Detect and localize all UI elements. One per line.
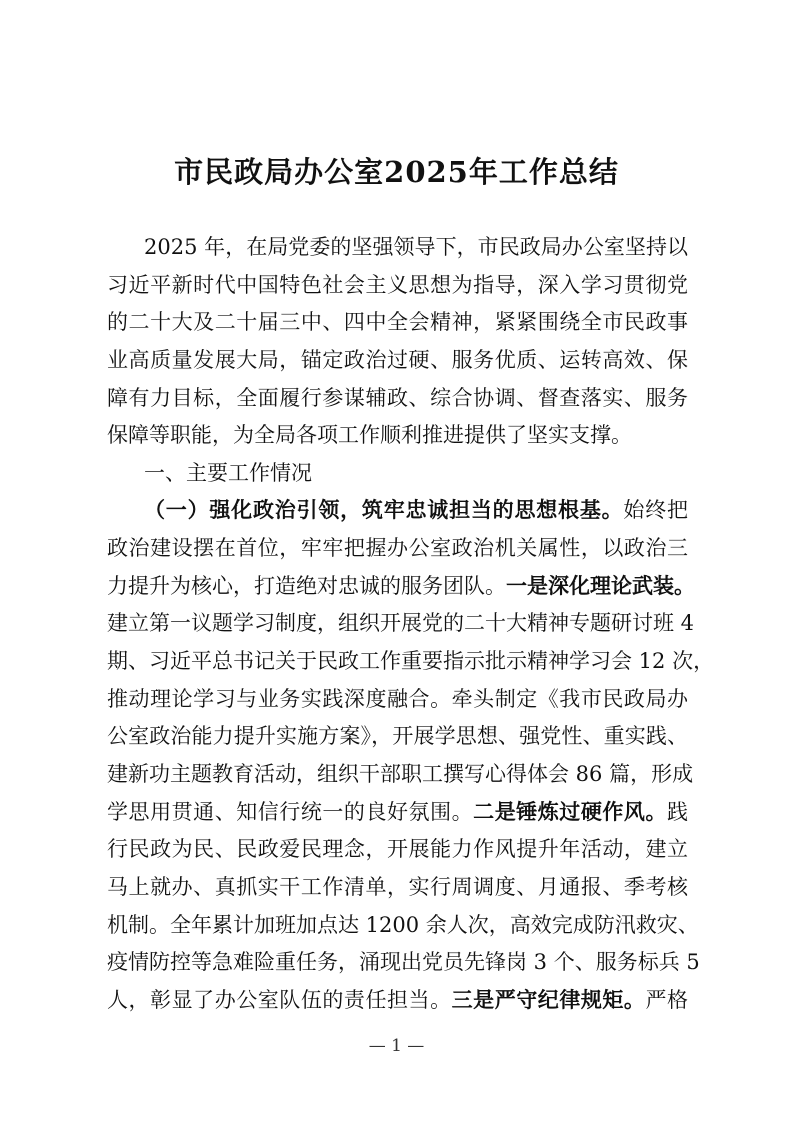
text-segment: 疫情防控等急难险重任务，涌现出党员先锋岗 3 个、服务标兵 5	[107, 950, 700, 975]
text-segment: 始终把	[623, 498, 689, 523]
text-line	[107, 946, 700, 984]
bold-text-segment: （一）强化政治引领，筑牢忠诚担当的思想根基。	[144, 497, 624, 523]
text-line	[107, 570, 695, 608]
text-segment: 政治建设摆在首位，牢牢把握办公室政治机关属性，以政治三	[107, 536, 688, 561]
text-segment: 一、主要工作情况	[144, 460, 312, 485]
text-segment: 马上就办、真抓实干工作清单，实行周调度、月通报、季考核	[107, 874, 688, 899]
text-segment: 行民政为民、民政爱民理念，开展能力作风提升年活动，建立	[107, 837, 688, 862]
text-segment: 的二十大及二十届三中、四中全会精神，紧紧围绕全市民政事	[107, 310, 688, 335]
text-line	[107, 984, 688, 1022]
text-line	[107, 909, 699, 947]
text-segment: 建新功主题教育活动，组织干部职工撰写心得体会 86 篇，形成	[107, 761, 694, 786]
bold-text-segment: 二是锤炼过硬作风。	[473, 798, 668, 824]
bold-text-segment: 三是严守纪律规矩。	[451, 986, 646, 1012]
text-segment: 2025 年，在局党委的坚强领导下，市民政局办公室坚持以	[144, 235, 688, 259]
document-title: 市民政局办公室2025年工作总结	[174, 155, 619, 189]
text-line	[107, 419, 688, 457]
text-line	[107, 607, 695, 645]
text-segment: 习近平新时代中国特色社会主义思想为指导，深入学习贯彻党	[107, 272, 688, 297]
text-segment: 业高质量发展大局，锚定政治过硬、服务优质、运转高效、保	[107, 347, 688, 372]
text-segment: 期、习近平总书记关于民政工作重要指示批示精神学习会 12 次，	[107, 649, 715, 674]
text-segment: 学思用贯通、知信行统一的良好氛围。	[107, 799, 474, 824]
text-line	[107, 758, 694, 796]
text-line	[107, 231, 688, 269]
page-number: — 1 —	[368, 1036, 425, 1056]
text-segment: 保障等职能，为全局各项工作顺利推进提供了坚实支撑。	[107, 423, 632, 448]
text-line	[107, 344, 688, 382]
text-line	[107, 871, 688, 909]
text-segment: 公室政治能力提升实施方案》，开展学思想、强党性、重实践、	[107, 724, 688, 749]
text-line	[107, 457, 688, 495]
text-segment: 建立第一议题学习制度，组织开展党的二十大精神专题研讨班 4	[107, 611, 695, 636]
text-line	[107, 645, 715, 683]
document-body	[107, 231, 715, 1021]
text-line	[107, 720, 688, 758]
text-segment: 力提升为核心，打造绝对忠诚的服务团队。	[107, 573, 506, 598]
text-segment: 严格	[645, 987, 689, 1012]
text-segment: 践	[667, 799, 689, 824]
text-line	[107, 269, 688, 307]
text-line	[107, 306, 688, 344]
text-line	[107, 683, 688, 721]
text-line	[107, 833, 688, 871]
bold-text-segment: 一是深化理论武装。	[506, 572, 695, 598]
text-segment: 障有力目标，全面履行参谋辅政、综合协调、督查落实、服务	[107, 385, 688, 410]
text-line	[107, 382, 688, 420]
text-line	[107, 796, 688, 834]
text-segment: 机制。全年累计加班加点达 1200 余人次，高效完成防汛救灾、	[107, 912, 699, 937]
text-line	[107, 532, 688, 570]
text-segment: 人，彰显了办公室队伍的责任担当。	[107, 987, 452, 1012]
text-line	[107, 494, 688, 532]
text-segment: 推动理论学习与业务实践深度融合。牵头制定《我市民政局办	[107, 686, 688, 711]
